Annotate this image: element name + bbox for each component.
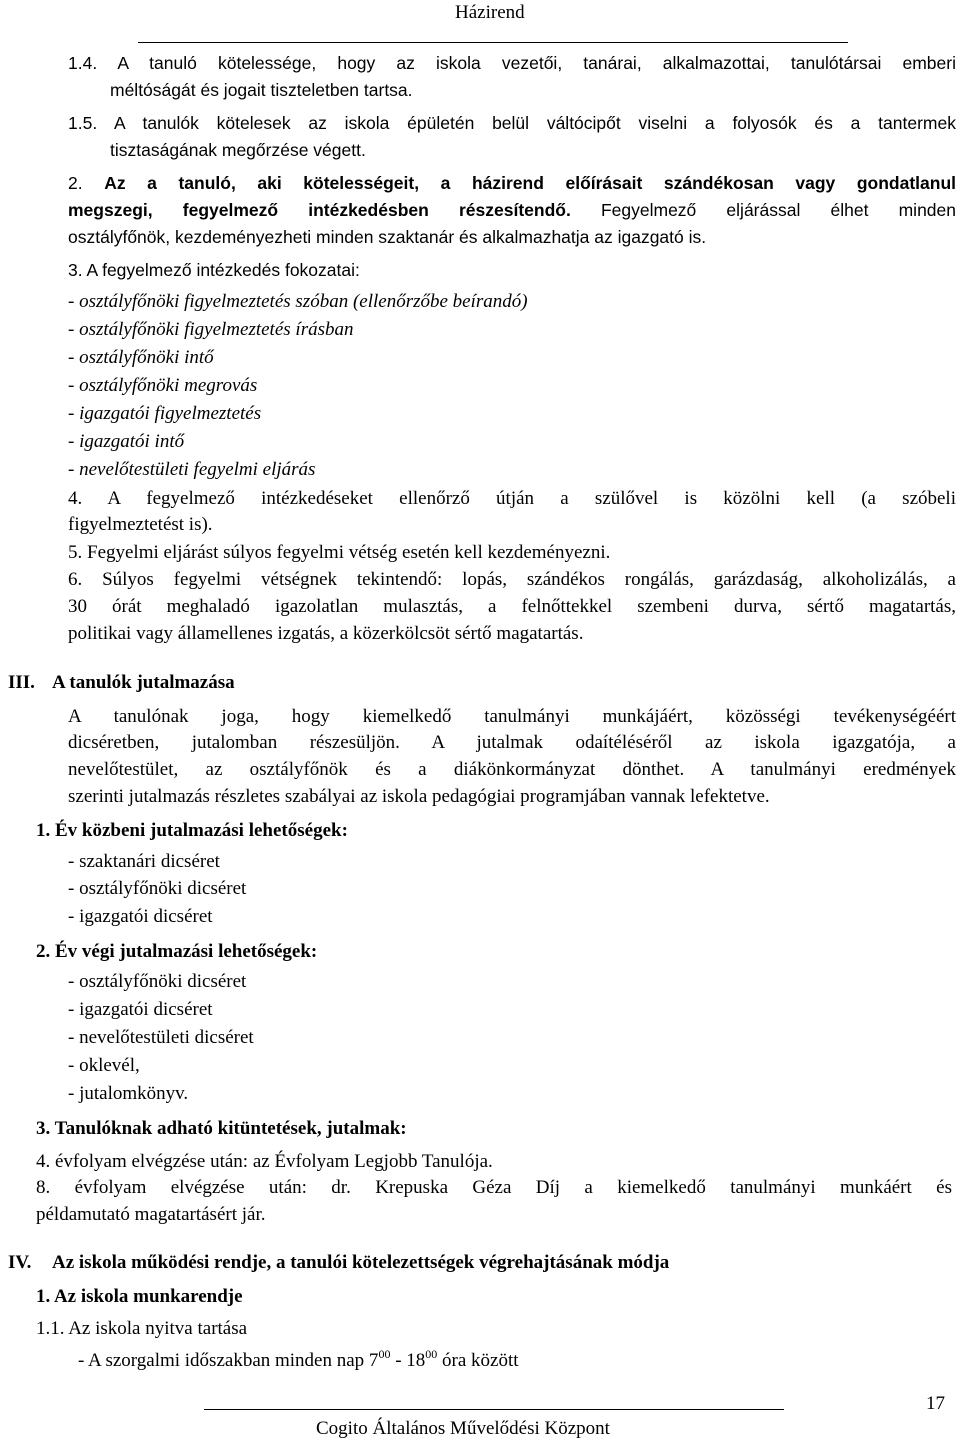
section-iii-intro-line: dicséretben, jutalomban részesüljön. A jutalmak odaítéléséről az iskola igazgatója, a xyxy=(68,732,956,753)
item-3-heading-row xyxy=(68,258,360,282)
header-rule xyxy=(138,42,848,43)
item-2-number: 2. xyxy=(68,173,105,193)
footer-rule xyxy=(204,1409,784,1410)
reward-item: - igazgatói dicséret xyxy=(68,906,213,927)
reward-item: - jutalomkönyv. xyxy=(68,1083,189,1104)
item-3-number: 3. xyxy=(68,260,83,280)
reward-sub1-heading: 1. Év közbeni jutalmazási lehetőségek: xyxy=(36,820,348,841)
item-1-4-line1: 1.4. A tanuló kötelessége, hogy az iskola vezetői, tanárai, alkalmazottai, tanulótársai emberi xyxy=(68,53,956,73)
section-iii-title: A tanulók jutalmazása xyxy=(52,672,235,693)
discipline-step: - igazgatói intő xyxy=(68,431,185,452)
discipline-step: - osztályfőnöki megrovás xyxy=(68,375,258,396)
section-iv-title: Az iskola működési rendje, a tanulói kötelezettségek végrehajtásának módja xyxy=(52,1252,670,1273)
item-6-line1: 6. Súlyos fegyelmi vétségnek tekintendő: lopás, szándékos rongálás, garázdaság, alkoholizálás, a xyxy=(68,569,956,590)
item-2-line2-rest: Fegyelmező eljárással élhet minden xyxy=(600,200,956,220)
item-4-line1: 4. A fegyelmező intézkedéseket ellenőrző útján a szülővel is közölni kell (a szóbeli xyxy=(68,488,956,509)
item-1-4-line2: méltóságát és jogait tiszteletben tartsa. xyxy=(110,80,413,100)
reward-item: - igazgatói dicséret xyxy=(68,999,213,1020)
item-2-line1-bold: Az a tanuló, aki kötelességeit, a házirend előírásait szándékosan vagy gondatlanul xyxy=(104,173,956,193)
item-6-line3: politikai vagy államellenes izgatás, a közerkölcsöt sértő magatartás. xyxy=(68,623,584,644)
item-1-5-line2: tisztaságának megőrzése végett. xyxy=(110,140,366,160)
item-2-line2-bold: megszegi, fegyelmező intézkedésben részesítendő. xyxy=(68,200,571,220)
section-iii-intro-line: nevelőtestület, az osztályfőnök és a diákönkormányzat dönthet. A tanulmányi eredmények xyxy=(68,759,956,780)
reward-item: - szaktanári dicséret xyxy=(68,851,220,872)
award-line-grade8-cont: példamutató magatartásért jár. xyxy=(36,1204,266,1225)
section-iv-numeral: IV. xyxy=(8,1252,32,1273)
reward-item: - nevelőtestületi dicséret xyxy=(68,1027,254,1048)
section-iv-sub1-1: 1.1. Az iskola nyitva tartása xyxy=(36,1318,248,1339)
reward-sub3-heading: 3. Tanulóknak adható kitüntetések, jutalmak: xyxy=(36,1118,407,1139)
item-1-5-line1: 1.5. A tanulók kötelesek az iskola épületén belül váltócipőt viselni a folyosók és a tantermek xyxy=(68,113,956,133)
discipline-step: - osztályfőnöki intő xyxy=(68,347,214,368)
reward-item: - osztályfőnöki dicséret xyxy=(68,878,247,899)
item-2-line2 xyxy=(68,198,956,222)
section-iii-intro-line: szerinti jutalmazás részletes szabályai az iskola pedagógiai programjában vannak lefektetve. xyxy=(68,786,770,807)
header-title: Házirend xyxy=(455,2,525,23)
opening-hours-prefix: - A szorgalmi időszakban minden nap 7 xyxy=(78,1350,379,1371)
item-5: 5. Fegyelmi eljárást súlyos fegyelmi vétség esetén kell kezdeményezni. xyxy=(68,542,611,563)
award-line-grade8: 8. évfolyam elvégzése után: dr. Krepuska Géza Díj a kiemelkedő tanulmányi munkáért és xyxy=(36,1177,952,1198)
item-4-line2: figyelmeztetést is). xyxy=(68,514,213,535)
opening-hours-line xyxy=(78,1346,519,1373)
item-2-line1 xyxy=(68,171,956,195)
opening-hours-mid: - 18 xyxy=(390,1350,426,1371)
item-3-heading: A fegyelmező intézkedés fokozatai: xyxy=(86,260,360,280)
reward-item: - osztályfőnöki dicséret xyxy=(68,971,247,992)
section-iii-numeral: III. xyxy=(8,672,35,693)
opening-hours-suffix: óra között xyxy=(437,1350,519,1371)
award-line-grade4: 4. évfolyam elvégzése után: az Évfolyam Legjobb Tanulója. xyxy=(36,1151,493,1172)
page-number: 17 xyxy=(926,1393,945,1414)
section-iii-intro-line: A tanulónak joga, hogy kiemelkedő tanulmányi munkájáért, közösségi tevékenységéért xyxy=(68,706,956,727)
section-iv-sub1-heading: 1. Az iskola munkarendje xyxy=(36,1286,243,1307)
opening-hours-sup2: 00 xyxy=(425,1346,438,1361)
reward-item: - oklevél, xyxy=(68,1055,140,1076)
discipline-step: - osztályfőnöki figyelmeztetés írásban xyxy=(68,319,354,340)
footer-institution: Cogito Általános Művelődési Központ xyxy=(316,1418,610,1439)
reward-sub2-heading: 2. Év végi jutalmazási lehetőségek: xyxy=(36,941,318,962)
item-2-line3: osztályfőnök, kezdeményezheti minden szaktanár és alkalmazhatja az igazgató is. xyxy=(68,227,707,247)
discipline-step: - nevelőtestületi fegyelmi eljárás xyxy=(68,459,316,480)
discipline-step: - igazgatói figyelmeztetés xyxy=(68,403,262,424)
opening-hours-sup1: 00 xyxy=(378,1346,391,1361)
discipline-step: - osztályfőnöki figyelmeztetés szóban (ellenőrzőbe beírandó) xyxy=(68,291,528,312)
item-6-line2: 30 órát meghaladó igazolatlan mulasztás, a felnőttekkel szembeni durva, sértő magatartás, xyxy=(68,596,956,617)
